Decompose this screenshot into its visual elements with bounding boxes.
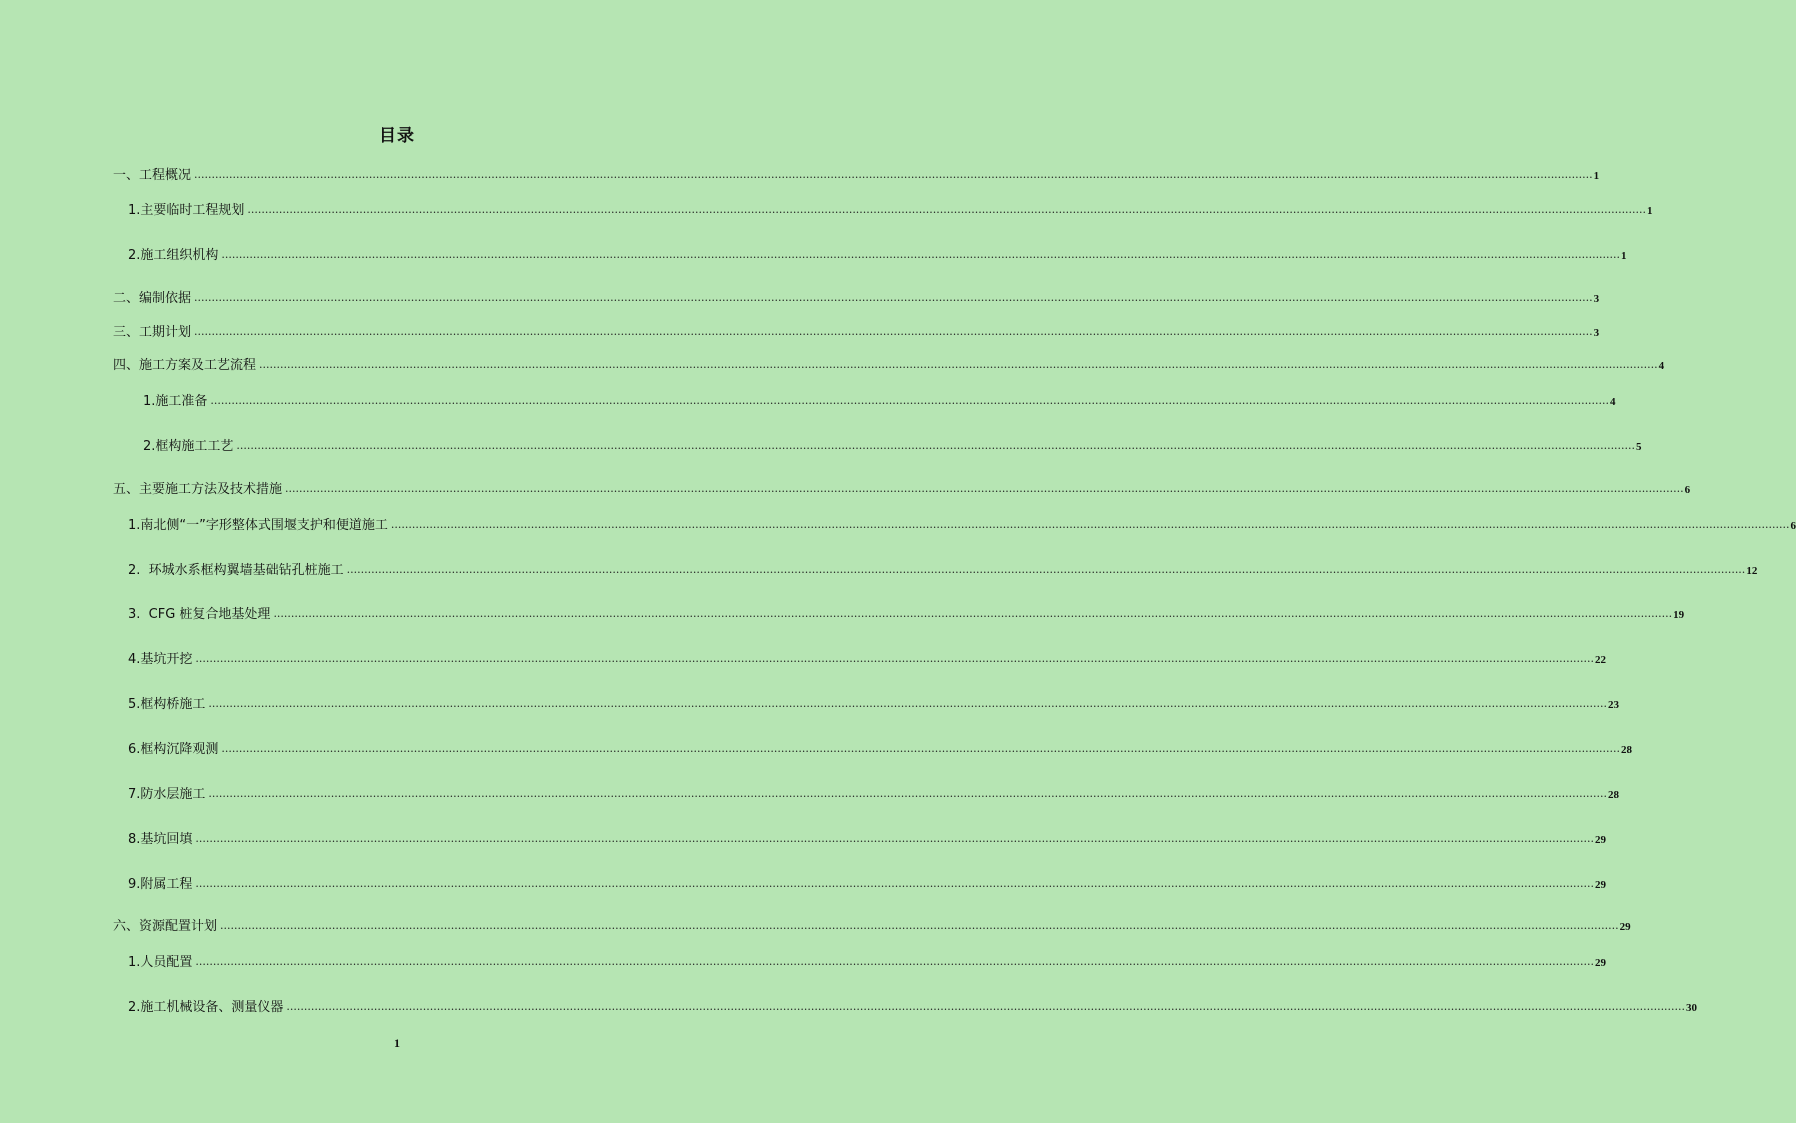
toc-entry-label: 4.基坑开挖 (128, 652, 193, 667)
toc-entry-page: 29 (1619, 921, 1631, 933)
toc-entry-label: 5.框构桥施工 (128, 697, 206, 712)
toc-entry-page: 29 (1595, 879, 1607, 891)
toc-leader-dots: ................................................................................................................................................................................................................................................................................................................................................................................................................ (194, 291, 1593, 304)
toc-entry-label: 二、编制依据 (113, 291, 192, 306)
toc-entry-1[interactable] (113, 166, 1600, 186)
toc-entry-label: 2. 环城水系框构翼墙基础钻孔桩施工 (128, 563, 344, 578)
toc-entry-page: 4 (1610, 396, 1616, 408)
toc-entry-label: 7.防水层施工 (128, 787, 206, 802)
toc-leader-dots: ................................................................................................................................................................................................................................................................................................................................................................................................................ (346, 563, 1746, 576)
toc-entry-2[interactable] (113, 289, 1600, 309)
toc-leader-dots: ................................................................................................................................................................................................................................................................................................................................................................................................................ (221, 248, 1621, 261)
toc-leader-dots: ................................................................................................................................................................................................................................................................................................................................................................................................................ (195, 877, 1595, 890)
toc-entry-5[interactable] (113, 480, 1691, 500)
toc-entry-6[interactable] (113, 917, 1631, 937)
toc-entry-page: 29 (1595, 957, 1607, 969)
toc-leader-dots: ................................................................................................................................................................................................................................................................................................................................................................................................................ (236, 439, 1636, 452)
toc-entry-5-1[interactable] (128, 516, 1796, 536)
toc-entry-label: 8.基坑回填 (128, 832, 193, 847)
page-title: 目录 (379, 126, 415, 146)
toc-leader-dots: ................................................................................................................................................................................................................................................................................................................................................................................................................ (194, 325, 1593, 338)
toc-leader-dots: ................................................................................................................................................................................................................................................................................................................................................................................................................ (210, 394, 1610, 407)
toc-entry-label: 1.人员配置 (128, 955, 193, 970)
toc-entry-label: 六、资源配置计划 (113, 919, 218, 934)
footer-page-number: 1 (394, 1036, 400, 1050)
toc-entry-label: 一、工程概况 (113, 168, 192, 183)
toc-entry-page: 3 (1593, 327, 1600, 339)
toc-leader-dots: ................................................................................................................................................................................................................................................................................................................................................................................................................ (195, 652, 1595, 665)
toc-leader-dots: ................................................................................................................................................................................................................................................................................................................................................................................................................ (208, 787, 1608, 800)
toc-entry-page: 1 (1621, 250, 1627, 262)
toc-entry-label: 1.主要临时工程规划 (128, 203, 245, 218)
toc-entry-4-2[interactable] (143, 437, 1642, 457)
toc-entry-4-1[interactable] (143, 392, 1616, 412)
toc-leader-dots: ................................................................................................................................................................................................................................................................................................................................................................................................................ (273, 607, 1673, 620)
toc-entry-label: 9.附属工程 (128, 877, 193, 892)
toc-entry-page: 30 (1686, 1002, 1698, 1014)
toc-entry-page: 1 (1593, 170, 1600, 182)
toc-entry-label: 四、施工方案及工艺流程 (113, 358, 257, 373)
toc-entry-1-1[interactable] (128, 201, 1653, 221)
toc-leader-dots: ................................................................................................................................................................................................................................................................................................................................................................................................................ (390, 518, 1790, 531)
toc-entry-page: 29 (1595, 834, 1607, 846)
toc-entry-6-2[interactable] (128, 998, 1698, 1018)
toc-entry-5-3[interactable] (128, 605, 1685, 625)
toc-leader-dots: ................................................................................................................................................................................................................................................................................................................................................................................................................ (195, 955, 1595, 968)
toc-entry-5-2[interactable] (128, 561, 1758, 581)
toc-entry-5-6[interactable] (128, 740, 1633, 760)
toc-leader-dots: ................................................................................................................................................................................................................................................................................................................................................................................................................ (221, 742, 1621, 755)
toc-leader-dots: ................................................................................................................................................................................................................................................................................................................................................................................................................ (259, 358, 1658, 371)
toc-entry-page: 28 (1608, 789, 1620, 801)
toc-leader-dots: ................................................................................................................................................................................................................................................................................................................................................................................................................ (208, 697, 1608, 710)
toc-entry-page: 1 (1647, 205, 1653, 217)
toc-entry-page: 6 (1790, 520, 1796, 532)
toc-entry-6-1[interactable] (128, 953, 1607, 973)
toc-entry-5-5[interactable] (128, 695, 1620, 715)
toc-entry-page: 4 (1658, 360, 1665, 372)
toc-entry-label: 1.南北侧“一”字形整体式围堰支护和便道施工 (128, 518, 388, 533)
toc-leader-dots: ................................................................................................................................................................................................................................................................................................................................................................................................................ (220, 919, 1619, 932)
toc-entry-label: 2.施工组织机构 (128, 248, 219, 263)
toc-entry-page: 22 (1595, 654, 1607, 666)
toc-entry-label: 三、工期计划 (113, 325, 192, 340)
toc-leader-dots: ................................................................................................................................................................................................................................................................................................................................................................................................................ (247, 203, 1647, 216)
toc-leader-dots: ................................................................................................................................................................................................................................................................................................................................................................................................................ (285, 482, 1684, 495)
toc-entry-label: 2.施工机械设备、测量仪器 (128, 1000, 284, 1015)
toc-entry-1-2[interactable] (128, 246, 1627, 266)
toc-entry-page: 3 (1593, 293, 1600, 305)
toc-entry-page: 23 (1608, 699, 1620, 711)
toc-entry-page: 12 (1746, 565, 1758, 577)
toc-entry-label: 五、主要施工方法及技术措施 (113, 482, 283, 497)
toc-entry-label: 2.框构施工工艺 (143, 439, 234, 454)
toc-leader-dots: ................................................................................................................................................................................................................................................................................................................................................................................................................ (194, 168, 1593, 181)
toc-entry-4[interactable] (113, 356, 1665, 376)
toc-entry-page: 28 (1621, 744, 1633, 756)
toc-entry-3[interactable] (113, 323, 1600, 343)
toc-entry-5-4[interactable] (128, 650, 1607, 670)
toc-entry-page: 5 (1636, 441, 1642, 453)
toc-leader-dots: ................................................................................................................................................................................................................................................................................................................................................................................................................ (195, 832, 1595, 845)
toc-entry-label: 6.框构沉降观测 (128, 742, 219, 757)
toc-entry-5-8[interactable] (128, 830, 1607, 850)
toc-entry-label: 1.施工准备 (143, 394, 208, 409)
toc-entry-label: 3. CFG 桩复合地基处理 (128, 607, 271, 622)
toc-entry-5-9[interactable] (128, 875, 1607, 895)
toc-entry-5-7[interactable] (128, 785, 1620, 805)
toc-leader-dots: ................................................................................................................................................................................................................................................................................................................................................................................................................ (286, 1000, 1686, 1013)
toc-entry-page: 19 (1673, 609, 1685, 621)
toc-entry-page: 6 (1684, 484, 1691, 496)
